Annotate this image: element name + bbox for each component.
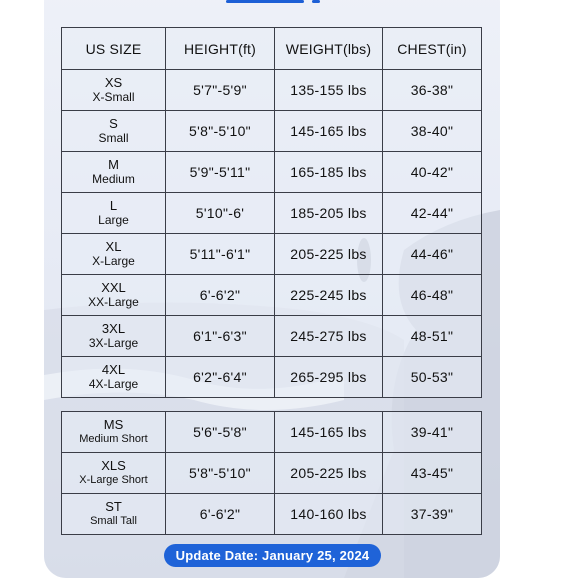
size-code: MS <box>103 417 124 432</box>
height-cell: 6'2"-6'4" <box>166 357 275 398</box>
weight-cell: 140-160 lbs <box>275 494 383 535</box>
size-cell <box>62 111 166 152</box>
size-name: Small Tall <box>90 515 137 527</box>
table-row <box>62 275 482 316</box>
table-row <box>62 357 482 398</box>
table-row <box>62 70 482 111</box>
weight-cell: 245-275 lbs <box>275 316 383 357</box>
weight-cell: 165-185 lbs <box>275 152 383 193</box>
weight-cell: 145-165 lbs <box>275 111 383 152</box>
weight-cell: 265-295 lbs <box>275 357 383 398</box>
size-name: X-Small <box>92 90 135 104</box>
weight-cell: 135-155 lbs <box>275 70 383 111</box>
chest-cell: 46-48" <box>383 275 482 316</box>
chest-cell: 42-44" <box>383 193 482 234</box>
size-name: Large <box>98 213 129 227</box>
size-code: S <box>109 116 118 131</box>
height-cell: 5'8"-5'10" <box>166 111 275 152</box>
weight-cell: 145-165 lbs <box>275 412 383 453</box>
size-code: 4XL <box>101 362 126 377</box>
size-cell <box>62 275 166 316</box>
size-name: Small <box>98 131 129 145</box>
chest-cell: 37-39" <box>383 494 482 535</box>
size-code: M <box>108 157 119 172</box>
size-name: Medium Short <box>79 433 148 445</box>
size-cell <box>62 193 166 234</box>
size-cell <box>62 357 166 398</box>
table-row <box>62 453 482 494</box>
height-cell: 5'9"-5'11" <box>166 152 275 193</box>
height-cell: 6'-6'2" <box>166 275 275 316</box>
header-chest: CHEST(in) <box>383 28 482 70</box>
size-code: XXL <box>101 280 126 295</box>
weight-cell: 185-205 lbs <box>275 193 383 234</box>
table-header-row <box>62 28 482 70</box>
update-date-badge: Update Date: January 25, 2024 <box>164 544 381 567</box>
chest-cell: 40-42" <box>383 152 482 193</box>
height-cell: 5'7"-5'9" <box>166 70 275 111</box>
size-name: X-Large <box>92 254 135 268</box>
header-accent-bar <box>226 0 304 3</box>
chest-cell: 44-46" <box>383 234 482 275</box>
size-name: XX-Large <box>88 295 139 309</box>
weight-cell: 205-225 lbs <box>275 234 383 275</box>
weight-cell: 225-245 lbs <box>275 275 383 316</box>
height-cell: 5'10"-6' <box>166 193 275 234</box>
size-code: L <box>109 198 118 213</box>
size-cell <box>62 152 166 193</box>
chest-cell: 38-40" <box>383 111 482 152</box>
chest-cell: 48-51" <box>383 316 482 357</box>
chest-cell: 39-41" <box>383 412 482 453</box>
table-row <box>62 494 482 535</box>
height-cell: 6'1"-6'3" <box>166 316 275 357</box>
size-name: 4X-Large <box>88 377 139 391</box>
table-row <box>62 152 482 193</box>
table-row <box>62 234 482 275</box>
size-code: XLS <box>101 458 126 473</box>
size-cell <box>62 453 166 494</box>
size-code: ST <box>105 499 122 514</box>
header-us-size: US SIZE <box>62 28 166 70</box>
size-name: 3X-Large <box>88 336 139 350</box>
height-cell: 6'-6'2" <box>166 494 275 535</box>
table-row <box>62 316 482 357</box>
chest-cell: 36-38" <box>383 70 482 111</box>
size-cell <box>62 316 166 357</box>
header-accent-dot <box>312 0 320 3</box>
size-name: X-Large Short <box>79 474 148 486</box>
size-name: Medium <box>92 172 135 186</box>
size-code: XL <box>105 239 122 254</box>
size-code: XS <box>104 75 123 90</box>
height-cell: 5'6"-5'8" <box>166 412 275 453</box>
height-cell: 5'8"-5'10" <box>166 453 275 494</box>
table-row <box>62 412 482 453</box>
size-code: 3XL <box>101 321 126 336</box>
chest-cell: 50-53" <box>383 357 482 398</box>
special-size-table <box>61 411 482 535</box>
size-cell <box>62 234 166 275</box>
size-cell <box>62 412 166 453</box>
size-cell <box>62 70 166 111</box>
main-size-table <box>61 27 482 398</box>
weight-cell: 205-225 lbs <box>275 453 383 494</box>
header-height: HEIGHT(ft) <box>166 28 275 70</box>
header-weight: WEIGHT(lbs) <box>275 28 383 70</box>
chest-cell: 43-45" <box>383 453 482 494</box>
table-row <box>62 111 482 152</box>
size-cell <box>62 494 166 535</box>
height-cell: 5'11"-6'1" <box>166 234 275 275</box>
table-row <box>62 193 482 234</box>
